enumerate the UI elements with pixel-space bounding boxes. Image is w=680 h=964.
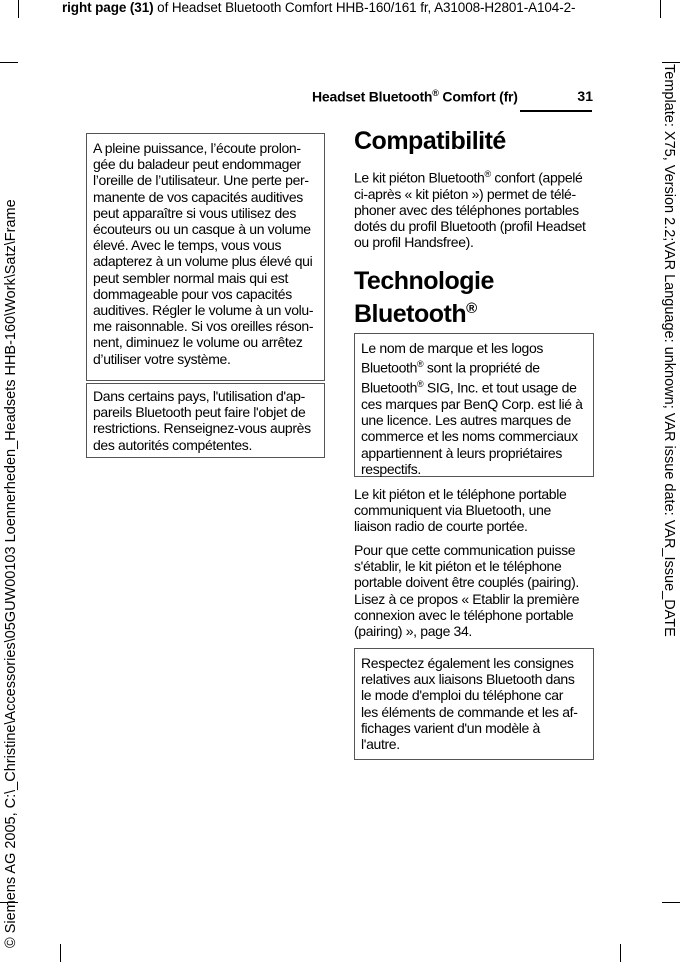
note-line: adapterez à un volume plus élevé qui	[93, 253, 313, 270]
header-title-suffix: Comfort (fr)	[438, 88, 518, 105]
header-rule	[520, 110, 592, 112]
note-line: dommageable pour vos capacités	[93, 285, 292, 302]
para-line: Lisez à ce propos « Etablir la première	[354, 590, 580, 607]
para-line: s'établir, le kit piéton et le téléphone	[354, 558, 562, 575]
note-line: me raisonnable. Si vos oreilles réson-	[93, 318, 314, 335]
note-line: gée du baladeur peut endommager	[93, 156, 301, 173]
print-info-page: right page (31)	[62, 0, 154, 15]
bluetooth-instructions-note	[354, 648, 594, 760]
para-line: Le kit piéton et le téléphone portable	[354, 486, 567, 502]
hearing-warning-note	[86, 133, 325, 381]
heading-technologie-bluetooth	[354, 268, 594, 328]
trademark-note	[354, 333, 594, 477]
page-number: 31	[577, 88, 593, 104]
note-line: respectifs.	[361, 460, 421, 477]
heading-line-1: Technologie	[354, 267, 494, 295]
para-line: ci-après « kit piéton ») permet de télé-	[354, 185, 576, 202]
print-info-line	[62, 0, 680, 18]
template-info-text: Template: X75, Version 2.2;VAR Language: unknown; VAR issue date: VAR_Issue_DATE	[661, 64, 677, 637]
note-line: ces marques par BenQ Corp. est lié à	[361, 395, 583, 412]
crop-mark-tr-v	[660, 0, 661, 18]
print-info-text: of Headset Bluetooth Comfort HHB-160/161 fr, A31008-H2801-A104-2-	[153, 0, 576, 15]
para-line: connexion avec le téléphone portable	[354, 606, 574, 623]
note-line: fichages varient d'un modèle à	[361, 719, 540, 736]
note-line: écouteurs ou un casque à un volume	[93, 221, 311, 238]
header-title-text: Headset Bluetooth	[312, 88, 433, 105]
note-line: auditives. Régler le volume à un volu-	[93, 302, 314, 319]
note-line: Bluetooth® sont la propriété de	[361, 359, 540, 376]
crop-mark-tl-v	[18, 0, 19, 18]
note-line: d’utiliser votre système.	[93, 350, 231, 367]
note-line: des autorités compétentes.	[93, 436, 252, 453]
para-line: phoner avec des téléphones portables	[354, 202, 579, 219]
para-line: ou profil Handsfree).	[354, 234, 474, 251]
note-line: A pleine puissance, l’écoute prolon-	[93, 140, 301, 156]
note-line: peut apparaître si vous utilisez des	[93, 204, 296, 221]
note-line: Dans certains pays, l'utilisation d'ap-	[93, 388, 305, 404]
note-line: Le nom de marque et les logos	[361, 340, 544, 356]
para-line: (pairing) », page 34.	[354, 623, 472, 640]
note-line: commerce et les noms commerciaux	[361, 428, 578, 445]
crop-mark-bl-v	[60, 944, 61, 962]
note-line: pareils Bluetooth peut faire l'objet de	[93, 404, 306, 421]
note-line: relatives aux liaisons Bluetooth dans	[361, 671, 575, 688]
note-line: le mode d'emploi du téléphone car	[361, 687, 564, 704]
note-line: Respectez également les consignes	[361, 655, 574, 671]
page-header-title	[312, 88, 527, 105]
note-line: les éléments de commande et les af-	[361, 703, 578, 720]
note-line: manente de vos capacités auditives	[93, 188, 303, 205]
bluetooth-restriction-note	[86, 383, 325, 458]
heading-line-2: Bluetooth®	[354, 300, 477, 328]
copyright-path-text: © Siemens AG 2005, C:\_Christine\Accessories\05GUW00103 Loennerheden_Headsets HHB-160\Work\Satz\Frame	[3, 199, 19, 948]
para-line: dotés du profil Bluetooth (profil Headset	[354, 218, 586, 235]
note-line: peut sembler normal mais qui est	[93, 269, 288, 286]
para-line: Pour que cette communication puisse	[354, 542, 576, 558]
note-line: nent, diminuez le volume ou arrêtez	[93, 334, 303, 351]
note-line: appartiennent à leurs propriétaires	[361, 444, 562, 461]
note-line: restrictions. Renseignez-vous auprès	[93, 420, 311, 437]
para-line: portable doivent être couplés (pairing).	[354, 574, 579, 591]
heading-compatibilite: Compatibilité	[354, 127, 506, 155]
header-registered-mark: ®	[432, 88, 439, 98]
crop-mark-tr-h	[662, 62, 680, 63]
para-line: Le kit piéton Bluetooth® confort (appelé	[354, 169, 583, 186]
note-line: l’oreille de l’utilisateur. Une perte per-	[93, 172, 309, 189]
note-line: élevé. Avec le temps, vous vous	[93, 237, 282, 254]
pairing-paragraph	[354, 542, 594, 639]
crop-mark-br-v	[620, 944, 621, 962]
para-line: communiquent via Bluetooth, une	[354, 502, 551, 519]
note-line: une licence. Les autres marques de	[361, 412, 571, 429]
bluetooth-link-paragraph	[354, 486, 594, 535]
para-line: liaison radio de courte portée.	[354, 518, 528, 535]
note-line: l'autre.	[361, 736, 400, 753]
note-line: Bluetooth® SIG, Inc. et tout usage de	[361, 379, 577, 396]
compatibility-paragraph	[354, 166, 594, 251]
